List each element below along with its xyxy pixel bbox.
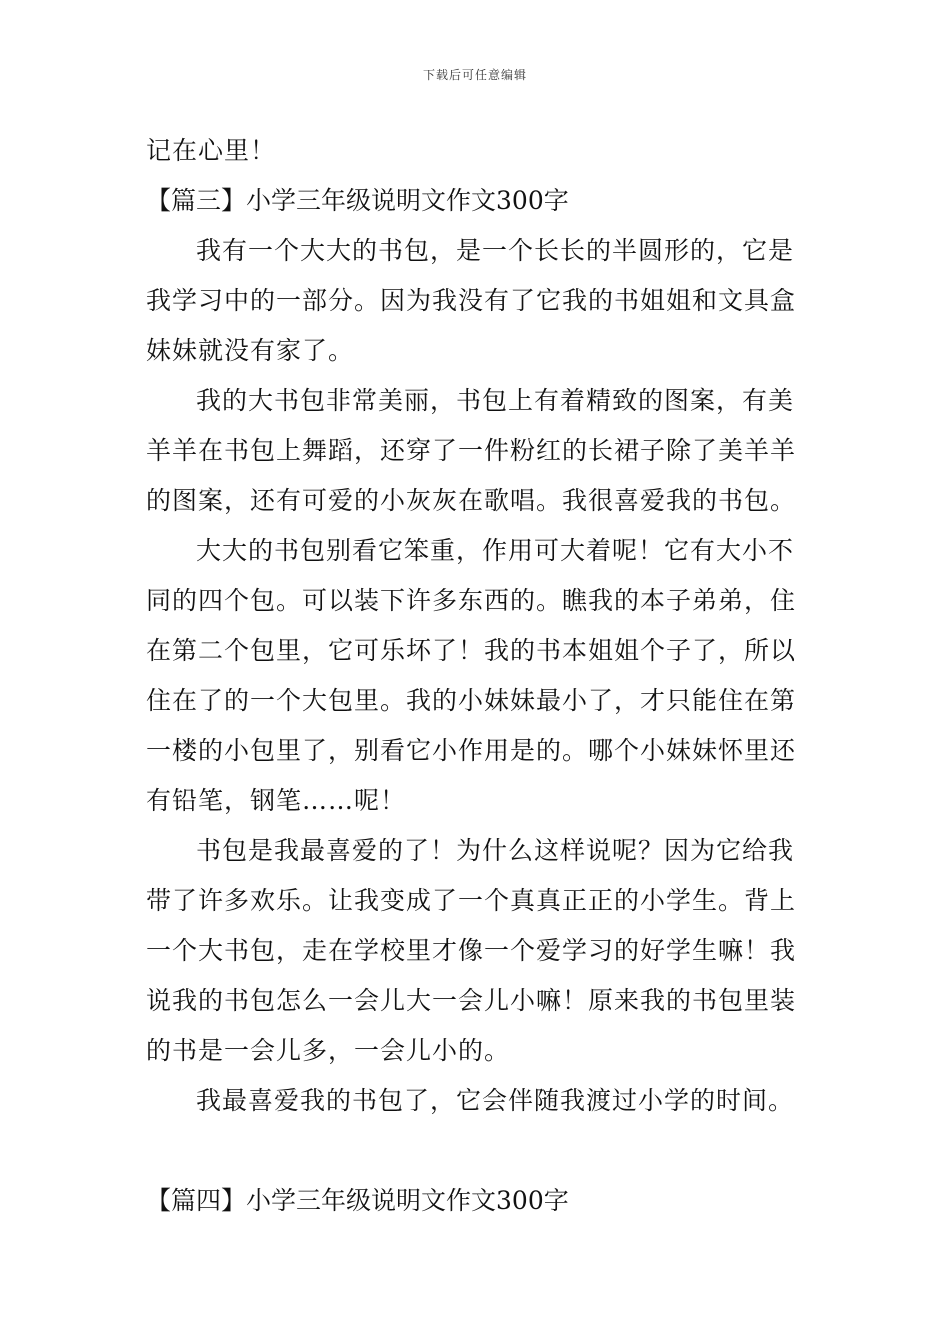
paragraph-line: 一个大书包，走在学校里才像一个爱学习的好学生嘛！我 bbox=[146, 936, 797, 965]
paragraph-line: 我最喜爱我的书包了，它会伴随我渡过小学的时间。 bbox=[196, 1086, 795, 1115]
section-heading-3: 【篇三】小学三年级说明文作文300字 bbox=[146, 186, 569, 215]
text-line: 记在心里！ bbox=[146, 136, 277, 165]
paragraph-line: 妹妹就没有家了。 bbox=[146, 336, 355, 365]
section-heading-4: 【篇四】小学三年级说明文作文300字 bbox=[146, 1186, 569, 1215]
page-header-note: 下载后可任意编辑 bbox=[422, 68, 527, 82]
paragraph-line: 住在了的一个大包里。我的小妹妹最小了，才只能住在第 bbox=[146, 686, 797, 715]
paragraph-line: 说我的书包怎么一会儿大一会儿小嘛！原来我的书包里装 bbox=[146, 986, 797, 1015]
paragraph-line: 书包是我最喜爱的了！为什么这样说呢？因为它给我 bbox=[196, 836, 795, 865]
paragraph-line: 同的四个包。可以装下许多东西的。瞧我的本子弟弟，住 bbox=[146, 586, 797, 615]
paragraph-line: 我的大书包非常美丽，书包上有着精致的图案，有美 bbox=[196, 386, 795, 415]
document-body bbox=[146, 126, 810, 1226]
paragraph-line: 羊羊在书包上舞蹈，还穿了一件粉红的长裙子除了美羊羊 bbox=[146, 436, 797, 465]
paragraph-line: 我有一个大大的书包，是一个长长的半圆形的，它是 bbox=[196, 236, 795, 265]
paragraph-line: 的图案，还有可爱的小灰灰在歌唱。我很喜爱我的书包。 bbox=[146, 486, 797, 515]
paragraph-line: 我学习中的一部分。因为我没有了它我的书姐姐和文具盒 bbox=[146, 286, 797, 315]
paragraph-line: 在第二个包里，它可乐坏了！我的书本姐姐个子了，所以 bbox=[146, 636, 797, 665]
paragraph-line: 大大的书包别看它笨重，作用可大着呢！它有大小不 bbox=[196, 536, 795, 565]
paragraph-line: 一楼的小包里了，别看它小作用是的。哪个小妹妹怀里还 bbox=[146, 736, 797, 765]
paragraph-line: 有铅笔，钢笔……呢！ bbox=[146, 786, 407, 815]
paragraph-line: 带了许多欢乐。让我变成了一个真真正正的小学生。背上 bbox=[146, 886, 797, 915]
paragraph-line: 的书是一会儿多，一会儿小的。 bbox=[146, 1036, 511, 1065]
blank-line bbox=[146, 1126, 810, 1176]
